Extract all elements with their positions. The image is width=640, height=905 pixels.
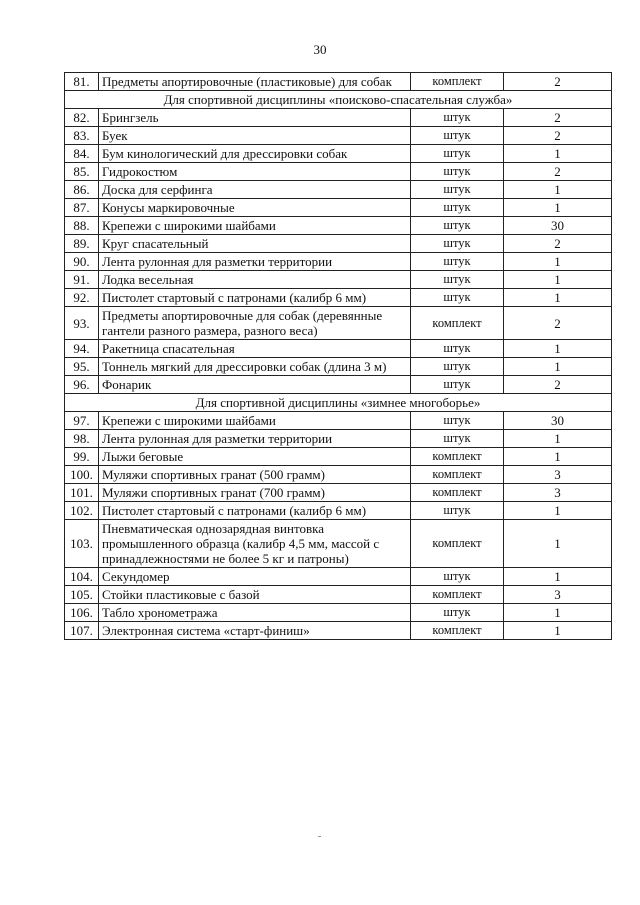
unit-of-measure: штук [411,271,504,289]
row-number: 81. [65,73,99,91]
unit-of-measure: штук [411,217,504,235]
row-number: 91. [65,271,99,289]
section-title: Для спортивной дисциплины «поисково-спасательная служба» [65,91,612,109]
unit-of-measure: штук [411,358,504,376]
table-row [65,340,612,358]
unit-of-measure: комплект [411,484,504,502]
row-number: 98. [65,430,99,448]
row-number: 101. [65,484,99,502]
item-name: Буек [99,127,411,145]
row-number: 104. [65,568,99,586]
quantity: 3 [504,466,612,484]
item-name: Пистолет стартовый с патронами (калибр 6 мм) [99,502,411,520]
row-number: 95. [65,358,99,376]
unit-of-measure: комплект [411,586,504,604]
quantity: 2 [504,109,612,127]
row-number: 106. [65,604,99,622]
quantity: 1 [504,340,612,358]
row-number: 88. [65,217,99,235]
section-header-row [65,91,612,109]
table-row [65,448,612,466]
row-number: 103. [65,520,99,568]
row-number: 84. [65,145,99,163]
table-row [65,73,612,91]
item-name: Пневматическая однозарядная винтовка промышленного образца (калибр 4,5 мм, массой с принадлежностями не более 5 кг и патроны) [99,520,411,568]
unit-of-measure: комплект [411,307,504,340]
unit-of-measure: штук [411,235,504,253]
item-name: Электронная система «старт-финиш» [99,622,411,640]
row-number: 83. [65,127,99,145]
item-name: Крепежи с широкими шайбами [99,412,411,430]
item-name: Бум кинологический для дрессировки собак [99,145,411,163]
quantity: 1 [504,289,612,307]
quantity: 3 [504,484,612,502]
equipment-table [64,72,612,640]
quantity: 2 [504,163,612,181]
quantity: 1 [504,358,612,376]
table-row [65,604,612,622]
table-row [65,307,612,340]
row-number: 99. [65,448,99,466]
quantity: 1 [504,181,612,199]
unit-of-measure: штук [411,604,504,622]
table-row [65,412,612,430]
row-number: 85. [65,163,99,181]
quantity: 1 [504,604,612,622]
row-number: 100. [65,466,99,484]
table-row [65,199,612,217]
row-number: 96. [65,376,99,394]
unit-of-measure: комплект [411,448,504,466]
unit-of-measure: штук [411,340,504,358]
item-name: Секундомер [99,568,411,586]
unit-of-measure: штук [411,502,504,520]
item-name: Тоннель мягкий для дрессировки собак (длина 3 м) [99,358,411,376]
item-name: Лента рулонная для разметки территории [99,253,411,271]
item-name: Доска для серфинга [99,181,411,199]
item-name: Пистолет стартовый с патронами (калибр 6 мм) [99,289,411,307]
unit-of-measure: комплект [411,73,504,91]
table-row [65,235,612,253]
table-row [65,484,612,502]
quantity: 1 [504,502,612,520]
table-row [65,376,612,394]
quantity: 30 [504,412,612,430]
row-number: 92. [65,289,99,307]
unit-of-measure: штук [411,430,504,448]
unit-of-measure: штук [411,253,504,271]
item-name: Гидрокостюм [99,163,411,181]
table-row [65,430,612,448]
item-name: Стойки пластиковые с базой [99,586,411,604]
quantity: 1 [504,199,612,217]
quantity: 1 [504,568,612,586]
table-row [65,217,612,235]
unit-of-measure: штук [411,199,504,217]
quantity: 3 [504,586,612,604]
item-name: Лента рулонная для разметки территории [99,430,411,448]
quantity: 30 [504,217,612,235]
item-name: Муляжи спортивных гранат (500 грамм) [99,466,411,484]
item-name: Предметы апортировочные для собак (деревянные гантели разного размера, разного веса) [99,307,411,340]
quantity: 1 [504,145,612,163]
table-row [65,289,612,307]
unit-of-measure: штук [411,289,504,307]
section-title: Для спортивной дисциплины «зимнее многоборье» [65,394,612,412]
quantity: 1 [504,271,612,289]
item-name: Конусы маркировочные [99,199,411,217]
scan-mark [318,836,321,837]
quantity: 2 [504,73,612,91]
unit-of-measure: штук [411,163,504,181]
quantity: 1 [504,520,612,568]
row-number: 87. [65,199,99,217]
unit-of-measure: комплект [411,466,504,484]
table-row [65,253,612,271]
table-row [65,109,612,127]
row-number: 97. [65,412,99,430]
table-row [65,568,612,586]
row-number: 105. [65,586,99,604]
unit-of-measure: штук [411,376,504,394]
quantity: 1 [504,253,612,271]
unit-of-measure: штук [411,412,504,430]
quantity: 2 [504,127,612,145]
table-row [65,520,612,568]
table-row [65,358,612,376]
row-number: 102. [65,502,99,520]
item-name: Лодка весельная [99,271,411,289]
unit-of-measure: штук [411,181,504,199]
unit-of-measure: штук [411,127,504,145]
quantity: 2 [504,376,612,394]
quantity: 1 [504,430,612,448]
unit-of-measure: штук [411,145,504,163]
unit-of-measure: комплект [411,520,504,568]
row-number: 82. [65,109,99,127]
table-row [65,622,612,640]
item-name: Предметы апортировочные (пластиковые) для собак [99,73,411,91]
table-row [65,466,612,484]
table-row [65,502,612,520]
item-name: Брингзель [99,109,411,127]
item-name: Лыжи беговые [99,448,411,466]
quantity: 1 [504,622,612,640]
quantity: 2 [504,235,612,253]
table-row [65,271,612,289]
section-header-row [65,394,612,412]
item-name: Табло хронометража [99,604,411,622]
equipment-table-body [65,73,612,640]
item-name: Круг спасательный [99,235,411,253]
unit-of-measure: штук [411,568,504,586]
row-number: 90. [65,253,99,271]
item-name: Фонарик [99,376,411,394]
row-number: 93. [65,307,99,340]
quantity: 1 [504,448,612,466]
unit-of-measure: комплект [411,622,504,640]
table-row [65,586,612,604]
table-row [65,181,612,199]
item-name: Муляжи спортивных гранат (700 грамм) [99,484,411,502]
page-number: 30 [313,42,327,57]
row-number: 86. [65,181,99,199]
row-number: 107. [65,622,99,640]
table-row [65,127,612,145]
row-number: 89. [65,235,99,253]
item-name: Ракетница спасательная [99,340,411,358]
unit-of-measure: штук [411,109,504,127]
quantity: 2 [504,307,612,340]
row-number: 94. [65,340,99,358]
table-row [65,163,612,181]
item-name: Крепежи с широкими шайбами [99,217,411,235]
table-row [65,145,612,163]
